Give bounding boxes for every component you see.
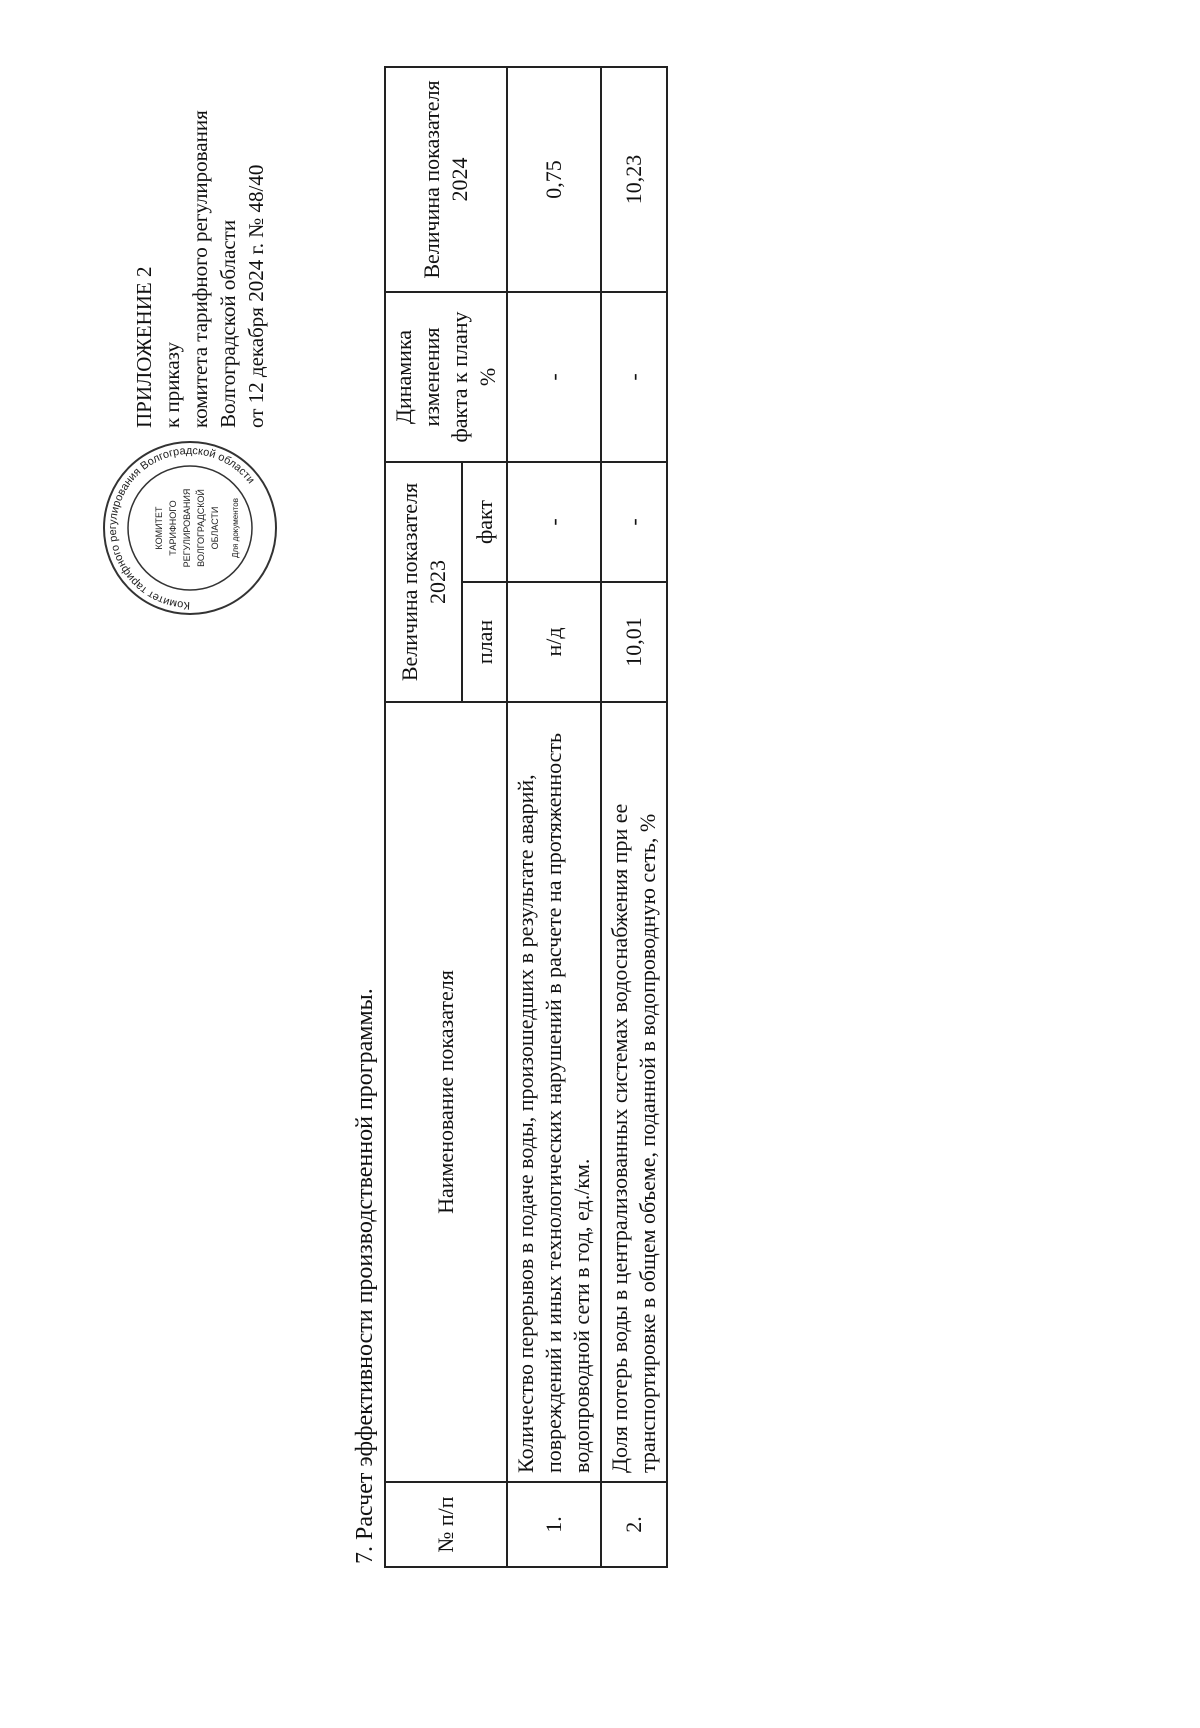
row-dynamics: -: [601, 292, 667, 462]
row-fact: -: [507, 462, 601, 582]
section-title: 7. Расчет эффективности производственной программы.: [352, 988, 378, 1564]
row-name: Доля потерь воды в централизованных системах водоснабжения при ее транспортировке в общем объеме, поданной в водопроводную сеть, %: [601, 702, 667, 1482]
row-dynamics: -: [507, 292, 601, 462]
table-row: [507, 67, 601, 1567]
row-plan: н/д: [507, 582, 601, 702]
header-value-2024: Величина показателя 2024: [385, 67, 507, 292]
row-fact: -: [601, 462, 667, 582]
row-value-2024: 10,23: [601, 67, 667, 292]
seal-ring-text: Комитет тарифного регулирования Волгоградской области: [106, 444, 257, 612]
table-row: [601, 67, 667, 1567]
appendix-line: комитета тарифного регулирования: [188, 110, 212, 428]
appendix-line: к приказу: [160, 342, 184, 428]
appendix-label: ПРИЛОЖЕНИЕ 2: [132, 266, 156, 428]
header-dynamics: Динамика изменения факта к плану %: [385, 292, 507, 462]
row-num: 1.: [507, 1482, 601, 1567]
table-header-row: [385, 67, 462, 1567]
row-value-2024: 0,75: [507, 67, 601, 292]
seal-line: Для документов: [231, 498, 240, 558]
header-plan: план: [462, 582, 507, 702]
appendix-header: [130, 8, 270, 428]
efficiency-table: [384, 66, 668, 1568]
header-value-2023: Величина показателя 2023: [385, 462, 462, 702]
row-name: Количество перерывов в подаче воды, произошедших в результате аварий, повреждений и иных технологических нарушений в расчете на протяженность водопроводной сети в год, ед./км.: [507, 702, 601, 1482]
official-seal: [100, 438, 280, 618]
seal-line: КОМИТЕТ: [154, 506, 164, 550]
appendix-line: Волгоградской области: [216, 219, 240, 428]
header-name: Наименование показателя: [385, 702, 507, 1482]
seal-line: ОБЛАСТИ: [210, 506, 220, 550]
header-num: № п/п: [385, 1482, 507, 1567]
header-fact: факт: [462, 462, 507, 582]
seal-line: РЕГУЛИРОВАНИЯ: [182, 488, 192, 568]
seal-line: ТАРИФНОГО: [168, 500, 178, 556]
row-num: 2.: [601, 1482, 667, 1567]
seal-line: ВОЛГОГРАДСКОЙ: [196, 489, 206, 567]
appendix-date: от 12 декабря 2024 г. № 48/40: [244, 164, 268, 428]
row-plan: 10,01: [601, 582, 667, 702]
